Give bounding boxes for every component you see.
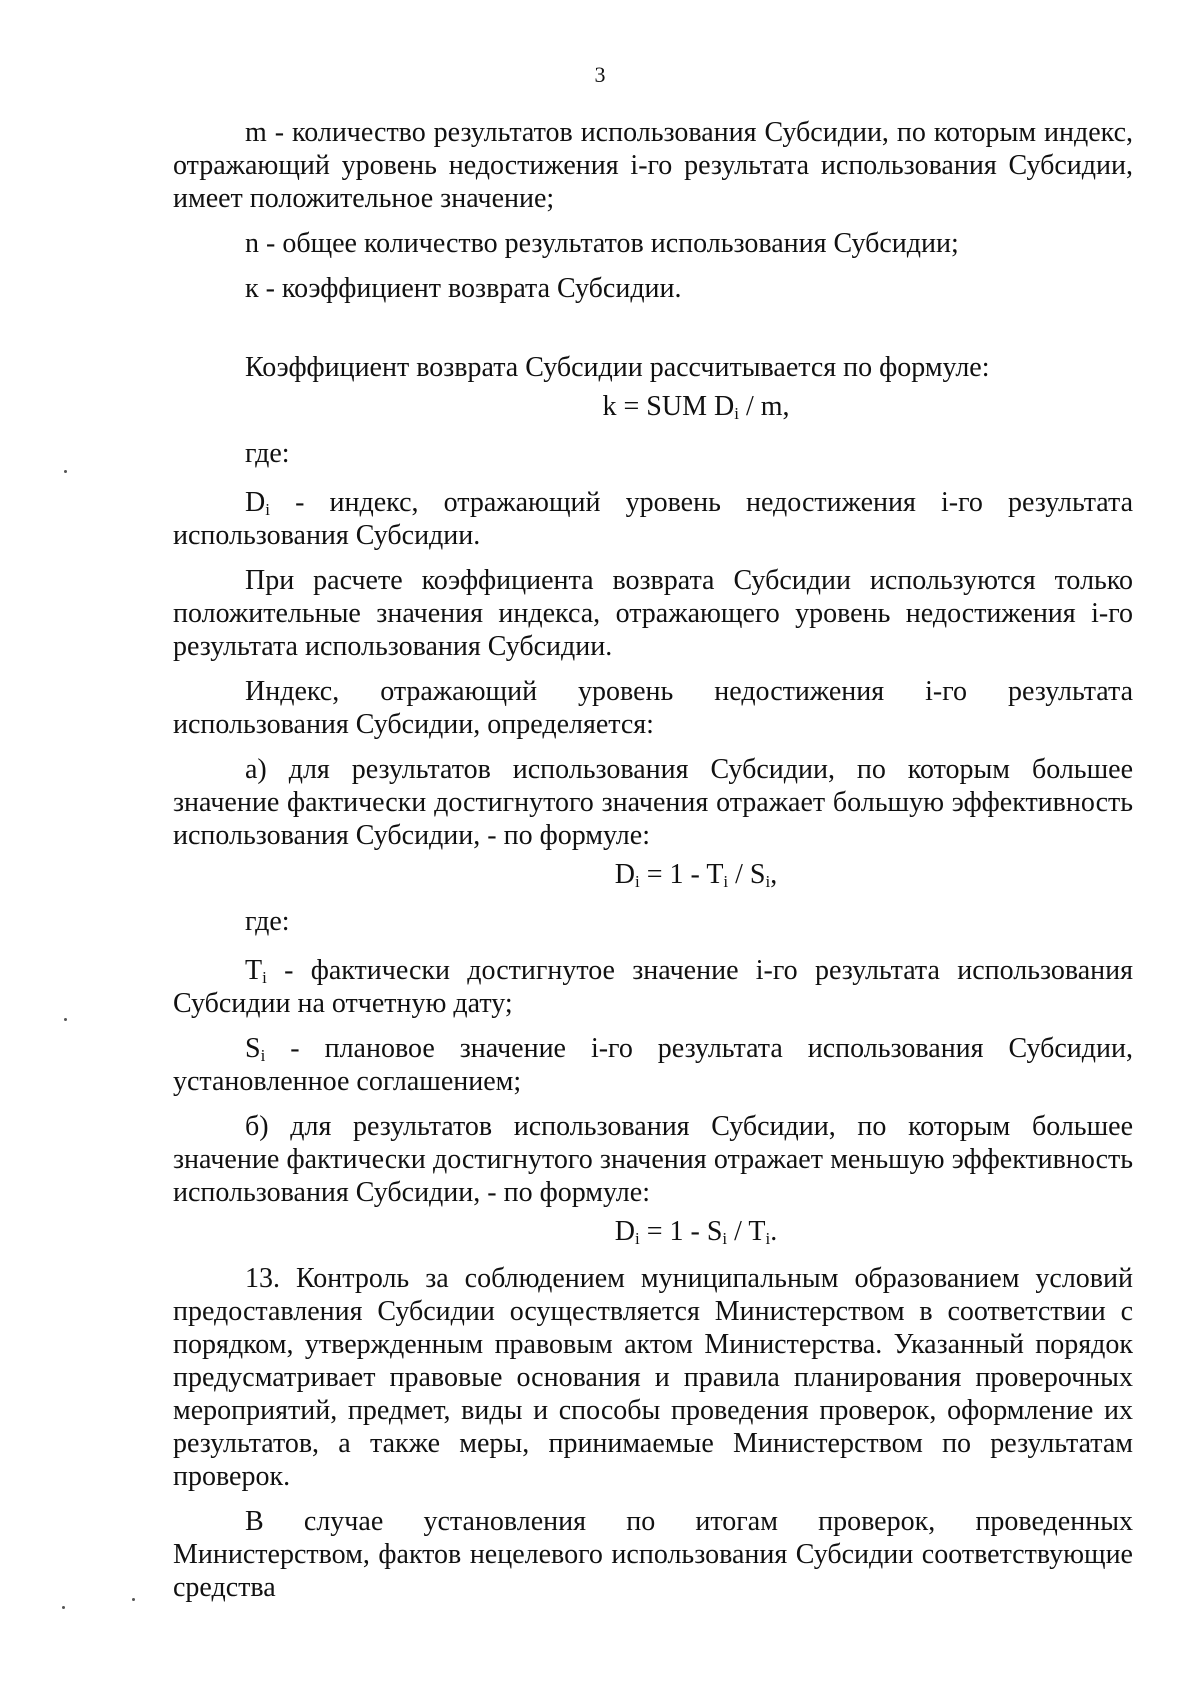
symbol-d: D bbox=[245, 487, 266, 518]
paragraph-positive-only: При расчете коэффициента возврата Субсидии используются только положительные значения индекса, отражающего уровень недостижения i-го результата использования Субсидии. bbox=[173, 565, 1133, 662]
formula-a-s-subscript: i bbox=[765, 872, 771, 891]
formula-k-prefix: k = SUM D bbox=[602, 391, 735, 422]
paragraph-item-13: 13. Контроль за соблюдением муниципальным образованием условий предоставления Субсидии осуществляется Министерством в соответствии с порядком, утвержденным правовым актом Министерства. Указанный порядок предусматривает правовые основания и правила планирования проверочных мероприятий, предмет, виды и способы проведения проверок, оформление их результатов, а также меры, принимаемые Министерством по результатам проверок. bbox=[173, 1263, 1133, 1492]
formula-a-lhs-subscript: i bbox=[634, 872, 640, 891]
scan-speck bbox=[64, 470, 67, 473]
formula-b-s-subscript: i bbox=[722, 1229, 728, 1248]
paragraph-n-definition: n - общее количество результатов использования Субсидии; bbox=[245, 228, 959, 259]
paragraph-di-definition bbox=[173, 486, 1133, 552]
formula-a bbox=[259, 858, 1133, 891]
scan-speck bbox=[132, 1598, 135, 1601]
formula-b-div: / T bbox=[727, 1216, 766, 1247]
paragraph-index-intro: Индекс, отражающий уровень недостижения i-го результата использования Субсидии, определяется: bbox=[173, 676, 1133, 740]
symbol-t-subscript: i bbox=[262, 968, 267, 987]
where-label-2: где: bbox=[245, 906, 290, 937]
formula-k-suffix: / m, bbox=[738, 391, 790, 422]
formula-a-t-subscript: i bbox=[723, 872, 729, 891]
symbol-d-subscript: i bbox=[265, 500, 270, 519]
formula-b bbox=[259, 1215, 1133, 1248]
si-definition-text: - плановое значение i-го результата использования Субсидии, установленное соглашением; bbox=[173, 1033, 1133, 1097]
formula-b-mid: = 1 - S bbox=[639, 1216, 723, 1247]
paragraph-ti-definition bbox=[173, 954, 1133, 1020]
di-definition-text: - индекс, отражающий уровень недостижения i-го результата использования Субсидии. bbox=[173, 487, 1133, 551]
formula-a-end: , bbox=[770, 859, 778, 890]
symbol-s-subscript: i bbox=[260, 1046, 266, 1065]
paragraph-last: В случае установления по итогам проверок, проведенных Министерством, фактов нецелевого использования Субсидии соответствующие средства bbox=[173, 1506, 1133, 1603]
ti-definition-text: - фактически достигнутое значение i-го результата использования Субсидии на отчетную дату; bbox=[173, 955, 1133, 1019]
formula-b-lhs: D bbox=[614, 1216, 635, 1247]
formula-a-lhs: D bbox=[614, 859, 635, 890]
scan-speck bbox=[62, 1606, 65, 1609]
paragraph-k-intro: Коэффициент возврата Субсидии рассчитывается по формуле: bbox=[245, 352, 990, 383]
paragraph-case-b: б) для результатов использования Субсидии, по которым большее значение фактически достигнутого значения отражает меньшую эффективность использования Субсидии, - по формуле: bbox=[173, 1111, 1133, 1208]
paragraph-m-definition: m - количество результатов использования Субсидии, по которым индекс, отражающий уровень недостижения i-го результата использования Субсидии, имеет положительное значение; bbox=[173, 117, 1133, 214]
symbol-s: S bbox=[245, 1033, 261, 1064]
formula-a-mid: = 1 - T bbox=[639, 859, 724, 890]
paragraph-k-definition: к - коэффициент возврата Субсидии. bbox=[245, 273, 682, 304]
formula-b-lhs-subscript: i bbox=[634, 1229, 640, 1248]
scan-speck bbox=[64, 1018, 67, 1021]
where-label-1: где: bbox=[245, 438, 290, 469]
formula-b-t-subscript: i bbox=[765, 1229, 771, 1248]
page-number: 3 bbox=[594, 62, 606, 87]
symbol-t: T bbox=[245, 955, 263, 986]
paragraph-si-definition bbox=[173, 1032, 1133, 1098]
paragraph-case-a: а) для результатов использования Субсидии, по которым большее значение фактически достигнутого значения отражает большую эффективность использования Субсидии, - по формуле: bbox=[173, 754, 1133, 851]
formula-b-end: . bbox=[770, 1216, 778, 1247]
formula-k-subscript: i bbox=[734, 404, 739, 423]
formula-k bbox=[259, 390, 1133, 423]
document-body bbox=[173, 116, 1133, 1616]
formula-a-div: / S bbox=[728, 859, 766, 890]
